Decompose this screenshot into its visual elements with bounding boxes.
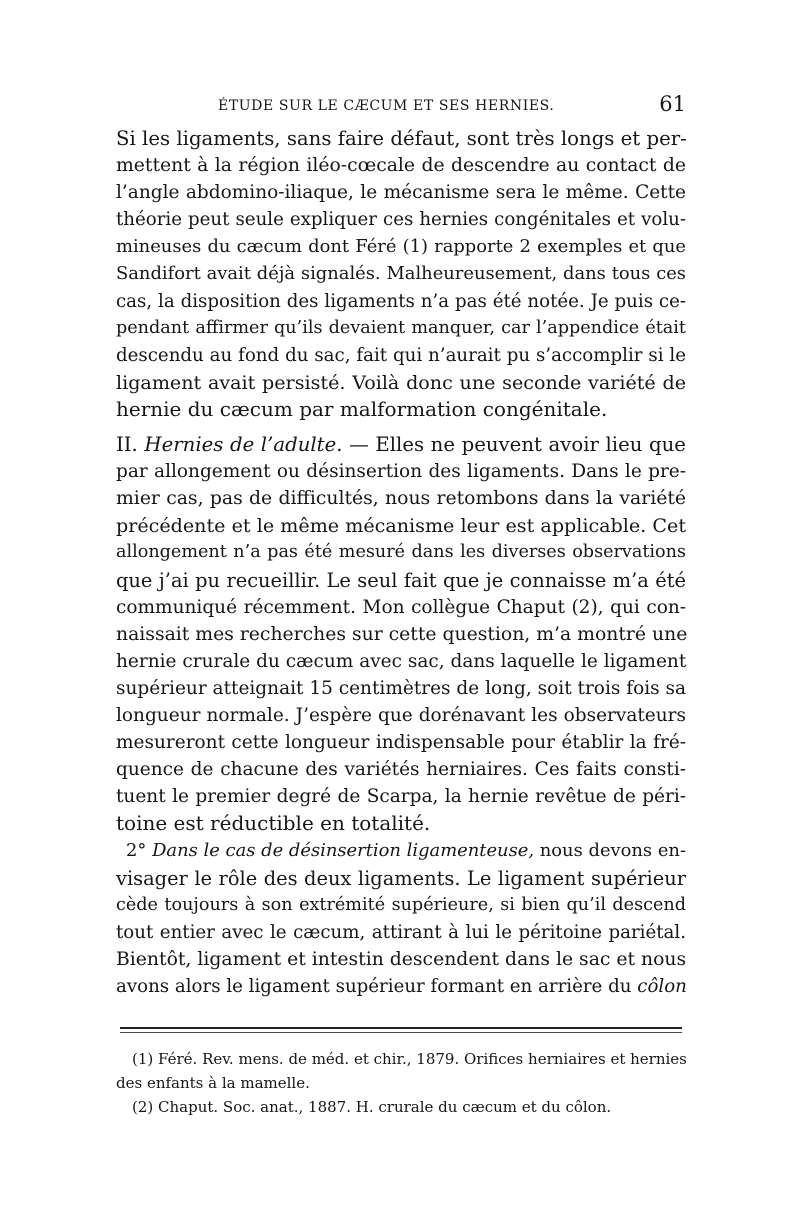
section-title: Hernies de l’adulte. xyxy=(144,433,343,457)
footnote-rule-thin xyxy=(120,1032,682,1033)
text-line: visager le rôle des deux ligaments. Le ligament supérieur xyxy=(116,866,686,890)
text-line: hernie crurale du cæcum avec sac, dans laquelle le ligament xyxy=(116,650,687,672)
footnote-1-line-2: des enfants à la mamelle. xyxy=(116,1074,310,1092)
text-line: Sandifort avait déjà signalés. Malheureusement, dans tous ces xyxy=(116,263,686,285)
paragraph-3 xyxy=(116,837,686,1000)
text-line: allongement n’a pas été mesuré dans les diverses observations xyxy=(116,542,686,563)
text-line: quence de chacune des variétés herniaires. Ces faits consti- xyxy=(116,759,686,781)
footnote-rule xyxy=(120,1027,682,1029)
text-line xyxy=(116,973,686,1000)
text-line: tout entier avec le cæcum, attirant à lui le péritoine pariétal. xyxy=(116,921,686,943)
text-line: mesureront cette longueur indispensable pour établir la fré- xyxy=(116,732,686,754)
section-heading-line xyxy=(116,431,686,458)
paragraph-2 xyxy=(116,431,686,837)
text-line: communiqué récemment. Mon collègue Chaput (2), qui con- xyxy=(116,596,686,618)
text-line: Bientôt, ligament et intestin descendent dans le sac et nous xyxy=(116,948,687,970)
running-head-title: ÉTUDE SUR LE CÆCUM ET SES HERNIES. xyxy=(218,98,555,114)
text-line: hernie du cæcum par malformation congénitale. xyxy=(116,396,608,421)
text-line: pendant affirmer qu’ils devaient manquer, car l’appendice était xyxy=(116,317,686,338)
text-line: mettent à la région iléo-cœcale de descendre au contact de xyxy=(116,155,686,177)
section-number: 2° xyxy=(126,840,147,862)
footnote-2-line-1: (2) Chaput. Soc. anat., 1887. H. crurale du cæcum et du côlon. xyxy=(132,1098,612,1116)
section-number: II. xyxy=(116,433,138,457)
text-line: théorie peut seule expliquer ces hernies congénitales et volu- xyxy=(116,209,686,231)
text-line: toine est réductible en totalité. xyxy=(116,811,431,836)
text-line: supérieur atteignait 15 centimètres de long, soit trois fois sa xyxy=(116,677,687,699)
text-line: descendu au fond du sac, fait qui n’aurait pu s’accomplir si le xyxy=(116,344,686,366)
body-text xyxy=(116,125,686,1000)
text-line: cède toujours à son extrémité supérieure, si bien qu’il descend xyxy=(116,894,686,915)
footnotes xyxy=(116,1047,686,1119)
text-line: l’angle abdomino-iliaque, le mécanisme sera le même. Cette xyxy=(116,182,686,204)
text-line-main: avons alors le ligament supérieur formant en arrière du xyxy=(116,975,632,997)
text-line: par allongement ou désinsertion des ligaments. Dans le pre- xyxy=(116,461,686,483)
text-line-italic: côlon xyxy=(637,975,687,997)
text-line: ligament avait persisté. Voilà donc une seconde variété de xyxy=(116,370,686,394)
page-number: 61 xyxy=(659,92,686,116)
text-line: mineuses du cæcum dont Féré (1) rapporte 2 exemples et que xyxy=(116,236,686,258)
section-heading-rest: nous devons en- xyxy=(539,840,687,862)
text-line: mier cas, pas de difficultés, nous retombons dans la variété xyxy=(116,488,686,510)
footnote-1-line-1: (1) Féré. Rev. mens. de méd. et chir., 1879. Orifices herniaires et hernies xyxy=(132,1050,687,1068)
section-heading-line xyxy=(116,837,686,864)
text-line: tuent le premier degré de Scarpa, la hernie revêtue de péri- xyxy=(116,786,686,808)
text-line: précédente et le même mécanisme leur est applicable. Cet xyxy=(116,514,686,538)
text-line: que j’ai pu recueillir. Le seul fait que je connaisse m’a été xyxy=(116,568,686,592)
paragraph-1 xyxy=(116,125,686,423)
text-line: Si les ligaments, sans faire défaut, sont très longs et per- xyxy=(116,127,687,150)
text-line: cas, la disposition des ligaments n’a pas été notée. Je puis ce- xyxy=(116,290,686,312)
section-heading-rest: — Elles ne peuvent avoir lieu que xyxy=(349,433,686,457)
section-title: Dans le cas de désinsertion ligamenteuse, xyxy=(152,840,535,862)
running-head xyxy=(116,92,686,126)
text-line: longueur normale. J’espère que dorénavant les observateurs xyxy=(116,704,686,726)
text-line: naissait mes recherches sur cette question, m’a montré une xyxy=(116,623,688,645)
